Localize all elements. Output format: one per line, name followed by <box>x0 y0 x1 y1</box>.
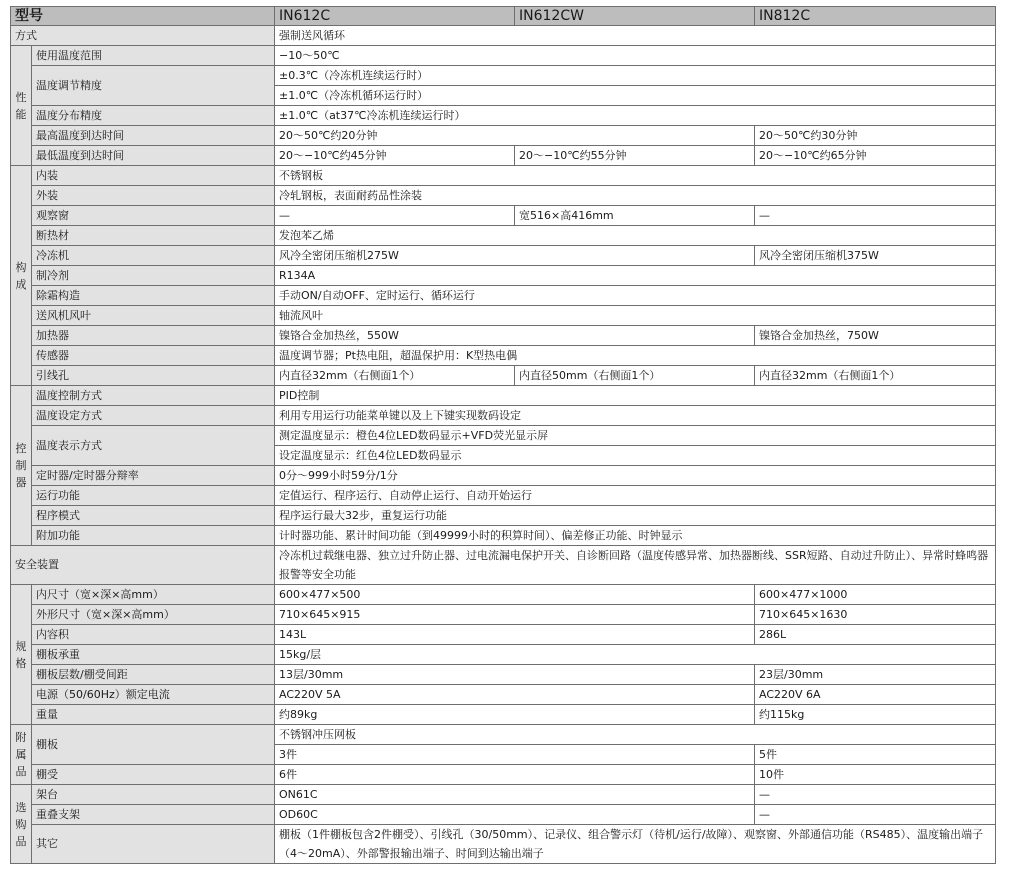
table-row <box>11 306 996 326</box>
cell-value: 20～−10℃约45分钟 <box>275 146 515 166</box>
cell-value: 不锈钢冲压网板 <box>275 725 996 745</box>
cell-value: 不锈钢板 <box>275 166 996 186</box>
row-label: 内容积 <box>32 625 275 645</box>
row-label: 内尺寸（宽×深×高mm） <box>32 585 275 605</box>
row-label: 观察窗 <box>32 206 275 226</box>
cell-value: 600×477×500 <box>275 585 755 605</box>
row-label: 温度表示方式 <box>32 426 275 466</box>
spec-table <box>10 6 996 864</box>
cell-value: R134A <box>275 266 996 286</box>
cell-value: 3件 <box>275 745 755 765</box>
table-row <box>11 705 996 725</box>
header-in612c: IN612C <box>275 7 515 26</box>
table-row <box>11 685 996 705</box>
cell-value: 内直径50mm（右侧面1个） <box>515 366 755 386</box>
table-row <box>11 326 996 346</box>
table-row <box>11 825 996 864</box>
header-row <box>11 7 996 26</box>
cell-value: AC220V 6A <box>755 685 996 705</box>
safety-label: 安全装置 <box>11 546 275 585</box>
cell-value: 利用专用运行功能菜单键以及上下键实现数码设定 <box>275 406 996 426</box>
row-label: 外装 <box>32 186 275 206</box>
row-label: 温度调节精度 <box>32 66 275 106</box>
cell-value: — <box>755 805 996 825</box>
cell-value: 6件 <box>275 765 755 785</box>
row-label: 制冷剂 <box>32 266 275 286</box>
cell-value: 计时器功能、累计时间功能（到49999小时的积算时间）、偏差修正功能、时钟显示 <box>275 526 996 546</box>
cell-value: 镍铬合金加热丝，550W <box>275 326 755 346</box>
table-row <box>11 186 996 206</box>
row-label: 重叠支架 <box>32 805 275 825</box>
cell-value: 286L <box>755 625 996 645</box>
table-row <box>11 645 996 665</box>
table-row <box>11 466 996 486</box>
row-label: 架台 <box>32 785 275 805</box>
table-row <box>11 66 996 86</box>
row-label: 传感器 <box>32 346 275 366</box>
cell-value: — <box>755 206 996 226</box>
row-label: 最高温度到达时间 <box>32 126 275 146</box>
cell-value: ±1.0℃（at37℃冷冻机连续运行时） <box>275 106 996 126</box>
table-row <box>11 226 996 246</box>
cell-value: 13层/30mm <box>275 665 755 685</box>
table-row <box>11 426 996 446</box>
cell-value: 宽516×高416mm <box>515 206 755 226</box>
cell-value: 镍铬合金加热丝，750W <box>755 326 996 346</box>
row-label: 定时器/定时器分辩率 <box>32 466 275 486</box>
safety-value: 冷冻机过载继电器、独立过升防止器、过电流漏电保护开关、自诊断回路（温度传感异常、加热器断线、SSR短路、自动过升防止）、异常时蜂鸣器报警等安全功能 <box>275 546 996 585</box>
table-row <box>11 546 996 585</box>
cell-value: 风冷全密闭压缩机275W <box>275 246 755 266</box>
group-specs: 规格 <box>11 585 32 725</box>
header-in612cw: IN612CW <box>515 7 755 26</box>
method-label: 方式 <box>11 26 275 46</box>
table-row <box>11 526 996 546</box>
row-label: 其它 <box>32 825 275 864</box>
cell-value: 测定温度显示：橙色4位LED数码显示+VFD荧光显示屏 <box>275 426 996 446</box>
cell-value: — <box>275 206 515 226</box>
row-label: 重量 <box>32 705 275 725</box>
table-row <box>11 146 996 166</box>
cell-value: 23层/30mm <box>755 665 996 685</box>
table-row <box>11 106 996 126</box>
table-row <box>11 585 996 605</box>
group-performance: 性能 <box>11 46 32 166</box>
cell-value: 600×477×1000 <box>755 585 996 605</box>
table-row <box>11 486 996 506</box>
cell-value: 内直径32mm（右侧面1个） <box>755 366 996 386</box>
table-row <box>11 725 996 745</box>
row-label: 送风机风叶 <box>32 306 275 326</box>
row-label: 温度设定方式 <box>32 406 275 426</box>
table-row <box>11 266 996 286</box>
cell-value: 程序运行最大32步，重复运行功能 <box>275 506 996 526</box>
cell-value: 棚板（1件棚板包含2件棚受）、引线孔（30/50mm）、记录仪、组合警示灯（待机/运行/故障）、观察窗、外部通信功能（RS485）、温度输出端子（4～20mA）、外部警报输出端子、时间到达输出端子 <box>275 825 996 864</box>
cell-value: 20～−10℃约65分钟 <box>755 146 996 166</box>
cell-value: OD60C <box>275 805 755 825</box>
cell-value: AC220V 5A <box>275 685 755 705</box>
cell-value: 710×645×915 <box>275 605 755 625</box>
cell-value: 20～50℃约30分钟 <box>755 126 996 146</box>
header-in812c: IN812C <box>755 7 996 26</box>
row-label: 冷冻机 <box>32 246 275 266</box>
row-label: 断热材 <box>32 226 275 246</box>
cell-value: 710×645×1630 <box>755 605 996 625</box>
cell-value: 内直径32mm（右侧面1个） <box>275 366 515 386</box>
row-label: 最低温度到达时间 <box>32 146 275 166</box>
row-label: 运行功能 <box>32 486 275 506</box>
cell-value: 143L <box>275 625 755 645</box>
table-row <box>11 805 996 825</box>
cell-value: 约115kg <box>755 705 996 725</box>
table-row <box>11 665 996 685</box>
cell-value: 温度调节器；Pt热电阻，超温保护用：K型热电偶 <box>275 346 996 366</box>
table-row <box>11 346 996 366</box>
row-label: 程序模式 <box>32 506 275 526</box>
cell-value: −10～50℃ <box>275 46 996 66</box>
table-row <box>11 246 996 266</box>
table-row <box>11 605 996 625</box>
cell-value: 20～50℃约20分钟 <box>275 126 755 146</box>
cell-value: 定值运行、程序运行、自动停止运行、自动开始运行 <box>275 486 996 506</box>
row-label: 外形尺寸（宽×深×高mm） <box>32 605 275 625</box>
cell-value: 约89kg <box>275 705 755 725</box>
cell-value: — <box>755 785 996 805</box>
row-label: 棚受 <box>32 765 275 785</box>
row-label: 温度控制方式 <box>32 386 275 406</box>
row-label: 使用温度范围 <box>32 46 275 66</box>
row-label: 附加功能 <box>32 526 275 546</box>
table-row <box>11 366 996 386</box>
cell-value: 设定温度显示：红色4位LED数码显示 <box>275 446 996 466</box>
cell-value: 冷轧钢板，表面耐药品性涂装 <box>275 186 996 206</box>
group-construction: 构成 <box>11 166 32 386</box>
row-label: 除霜构造 <box>32 286 275 306</box>
table-row <box>11 166 996 186</box>
table-row <box>11 785 996 805</box>
row-label: 加热器 <box>32 326 275 346</box>
group-options: 选购品 <box>11 785 32 864</box>
table-row <box>11 386 996 406</box>
row-label: 棚板 <box>32 725 275 765</box>
row-label: 棚板层数/棚受间距 <box>32 665 275 685</box>
cell-value: 10件 <box>755 765 996 785</box>
cell-value: 5件 <box>755 745 996 765</box>
table-row <box>11 406 996 426</box>
cell-value: ON61C <box>275 785 755 805</box>
table-row <box>11 765 996 785</box>
cell-value: 风冷全密闭压缩机375W <box>755 246 996 266</box>
method-value: 强制送风循环 <box>275 26 996 46</box>
row-label: 棚板承重 <box>32 645 275 665</box>
cell-value: ±1.0℃（冷冻机循环运行时） <box>275 86 996 106</box>
cell-value: PID控制 <box>275 386 996 406</box>
row-label: 引线孔 <box>32 366 275 386</box>
table-row <box>11 46 996 66</box>
cell-value: 手动ON/自动OFF、定时运行、循环运行 <box>275 286 996 306</box>
table-row <box>11 286 996 306</box>
table-row <box>11 26 996 46</box>
row-label: 温度分布精度 <box>32 106 275 126</box>
table-row <box>11 506 996 526</box>
cell-value: 0分～999小时59分/1分 <box>275 466 996 486</box>
group-accessories: 附属品 <box>11 725 32 785</box>
row-label: 内装 <box>32 166 275 186</box>
table-row <box>11 625 996 645</box>
cell-value: 15kg/层 <box>275 645 996 665</box>
cell-value: 20～−10℃约55分钟 <box>515 146 755 166</box>
cell-value: 轴流风叶 <box>275 306 996 326</box>
row-label: 电源（50/60Hz）额定电流 <box>32 685 275 705</box>
cell-value: ±0.3℃（冷冻机连续运行时） <box>275 66 996 86</box>
cell-value: 发泡苯乙烯 <box>275 226 996 246</box>
table-row <box>11 206 996 226</box>
table-row <box>11 126 996 146</box>
group-control: 控制器 <box>11 386 32 546</box>
header-model: 型号 <box>11 7 275 26</box>
